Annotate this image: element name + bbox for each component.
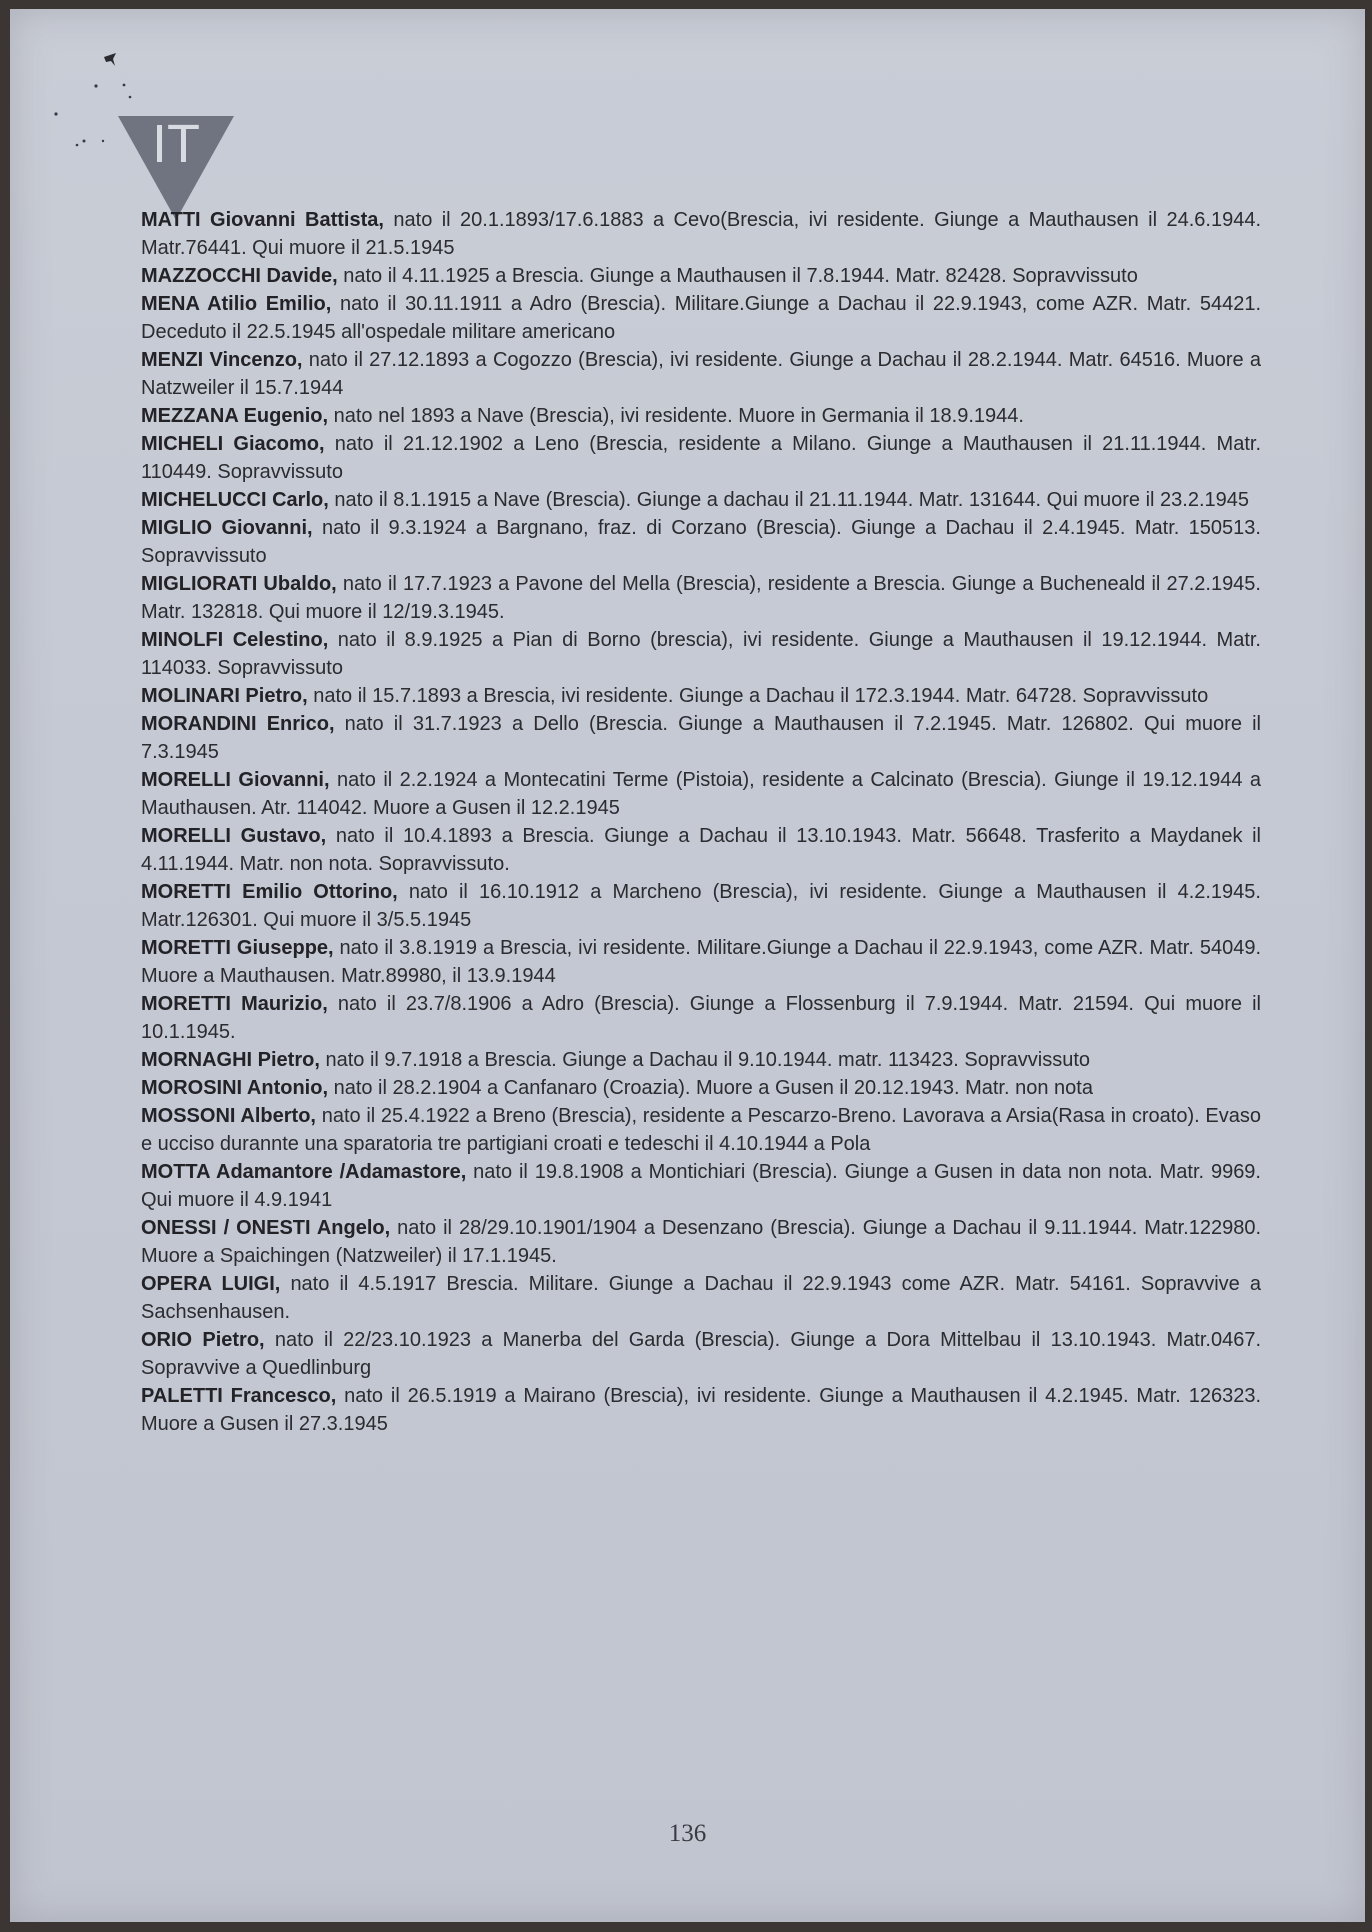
entry-name: ONESSI / ONESTI Angelo,: [141, 1217, 391, 1239]
entry-text: nato il 9.7.1918 a Brescia. Giunge a Dachau il 9.10.1944. matr. 113423. Sopravvissuto: [319, 1049, 1091, 1071]
entry-text: nato il 8.9.1925 a Pian di Borno (brescia), ivi residente. Giunge a Mauthausen il 19.12.1944. Matr. 114033. Sopravvissuto: [141, 629, 1261, 679]
entry-name: MOSSONI Alberto,: [141, 1105, 316, 1127]
list-item: [141, 514, 1261, 570]
entry-text: nato il 22/23.10.1923 a Manerba del Garda (Brescia). Giunge a Dora Mittelbau il 13.10.1943. Matr.0467. Sopravvive a Quedlinburg: [141, 1329, 1261, 1379]
entry-name: MOROSINI Antonio,: [141, 1077, 329, 1099]
entry-text: nato il 19.8.1908 a Montichiari (Brescia). Giunge a Gusen in data non nota. Matr. 9969. Qui muore il 4.9.1941: [141, 1161, 1261, 1211]
list-item: [141, 710, 1261, 766]
list-item: [141, 206, 1261, 262]
entry-text: nato il 2.2.1924 a Montecatini Terme (Pistoia), residente a Calcinato (Brescia). Giunge il 19.12.1944 a Mauthausen. Atr. 114042. Muore a Gusen il 12.2.1945: [141, 769, 1262, 819]
entry-text: nato il 4.5.1917 Brescia. Militare. Giunge a Dachau il 22.9.1943 come AZR. Matr. 54161. Sopravvive a Sachsenhausen.: [141, 1273, 1262, 1323]
entry-text: nato il 31.7.1923 a Dello (Brescia. Giunge a Mauthausen il 7.2.1945. Matr. 126802. Qui muore il 7.3.1945: [141, 713, 1261, 763]
entry-name: MORETTI Giuseppe,: [141, 937, 334, 959]
entry-name: MIGLIORATI Ubaldo,: [141, 573, 337, 595]
entry-name: OPERA LUIGI,: [141, 1273, 281, 1295]
list-item: [141, 682, 1261, 710]
entry-name: MOLINARI Pietro,: [141, 685, 308, 707]
entry-name: MICHELI Giacomo,: [141, 433, 325, 455]
entry-name: MORANDINI Enrico,: [141, 713, 335, 735]
entry-text: nato il 30.11.1911 a Adro (Brescia). Militare.Giunge a Dachau il 22.9.1943, come AZR. Matr. 54421. Deceduto il 22.5.1945 all'ospedale militare americano: [141, 293, 1261, 343]
list-item: [141, 822, 1261, 878]
entry-list: [141, 206, 1261, 1438]
entry-name: MINOLFI Celestino,: [141, 629, 329, 651]
entry-name: MENZI Vincenzo,: [141, 349, 303, 371]
list-item: [141, 990, 1261, 1046]
entry-text: nato il 16.10.1912 a Marcheno (Brescia), ivi residente. Giunge a Mauthausen il 4.2.1945. Matr.126301. Qui muore il 3/5.5.1945: [141, 881, 1261, 931]
entry-text: nato il 17.7.1923 a Pavone del Mella (Brescia), residente a Brescia. Giunge a Bucheneald il 27.2.1945. Matr. 132818. Qui muore il 12/19.3.1945.: [141, 573, 1261, 623]
list-item: [141, 262, 1261, 290]
list-item: [141, 1382, 1261, 1438]
entry-name: MAZZOCCHI Davide,: [141, 265, 338, 287]
list-item: [141, 626, 1261, 682]
list-item: [141, 402, 1261, 430]
entry-name: MORETTI Emilio Ottorino,: [141, 881, 398, 903]
entry-name: MOTTA Adamantore /Adamastore,: [141, 1161, 467, 1183]
entry-name: MORELLI Giovanni,: [141, 769, 330, 791]
list-item: [141, 290, 1261, 346]
entry-name: MORNAGHI Pietro,: [141, 1049, 320, 1071]
entry-text: nato il 20.1.1893/17.6.1883 a Cevo(Brescia, ivi residente. Giunge a Mauthausen il 24.6.1944. Matr.76441. Qui muore il 21.5.1945: [141, 209, 1261, 259]
list-item: [141, 1326, 1261, 1382]
entry-name: PALETTI Francesco,: [141, 1385, 337, 1407]
list-item: [141, 878, 1261, 934]
list-item: [141, 1158, 1261, 1214]
entry-text: nato il 27.12.1893 a Cogozzo (Brescia), ivi residente. Giunge a Dachau il 28.2.1944. Matr. 64516. Muore a Natzweiler il 15.7.1944: [141, 349, 1262, 399]
entry-text: nato il 4.11.1925 a Brescia. Giunge a Mauthausen il 7.8.1944. Matr. 82428. Sopravvissuto: [337, 265, 1138, 287]
entry-name: MEZZANA Eugenio,: [141, 405, 329, 427]
entry-text: nato il 10.4.1893 a Brescia. Giunge a Dachau il 13.10.1943. Matr. 56648. Trasferito a Maydanek il 4.11.1944. Matr. non nota. Sopravvissuto.: [141, 825, 1261, 875]
list-item: [141, 934, 1261, 990]
entry-text: nato il 25.4.1922 a Breno (Brescia), residente a Pescarzo-Breno. Lavorava a Arsia(Rasa in croato). Evaso e ucciso durannte una sparatoria tre partigiani croati e tedeschi il 4.10.1944 a Pola: [141, 1105, 1261, 1155]
list-item: [141, 766, 1261, 822]
list-item: [141, 1102, 1261, 1158]
entry-text: nato il 21.12.1902 a Leno (Brescia, residente a Milano. Giunge a Mauthausen il 21.11.1944. Matr. 110449. Sopravvissuto: [141, 433, 1261, 483]
entry-name: MORETTI Maurizio,: [141, 993, 328, 1015]
page-number: 136: [668, 1820, 707, 1847]
entry-name: MATTI Giovanni Battista,: [141, 209, 384, 231]
entry-text: nato nel 1893 a Nave (Brescia), ivi residente. Muore in Germania il 18.9.1944.: [328, 405, 1024, 427]
entry-text: nato il 8.1.1915 a Nave (Brescia). Giunge a dachau il 21.11.1944. Matr. 131644. Qui muore il 23.2.1945: [328, 489, 1250, 511]
entry-text: nato il 3.8.1919 a Brescia, ivi residente. Militare.Giunge a Dachau il 22.9.1943, come AZR. Matr. 54049. Muore a Mauthausen. Matr.89980, il 13.9.1944: [141, 937, 1261, 987]
list-item: [141, 1074, 1261, 1102]
entry-text: nato il 9.3.1924 a Bargnano, fraz. di Corzano (Brescia). Giunge a Dachau il 2.4.1945. Matr. 150513. Sopravvissuto: [141, 517, 1261, 567]
list-item: [141, 486, 1261, 514]
document-page: [10, 9, 1365, 1922]
list-item: [141, 570, 1261, 626]
list-item: [141, 1270, 1261, 1326]
list-item: [141, 430, 1261, 486]
entry-name: MORELLI Gustavo,: [141, 825, 327, 847]
list-item: [141, 1046, 1261, 1074]
badge-label: IT: [152, 114, 200, 174]
entry-name: ORIO Pietro,: [141, 1329, 265, 1351]
entry-text: nato il 28.2.1904 a Canfanaro (Croazia). Muore a Gusen il 20.12.1943. Matr. non nota: [328, 1077, 1093, 1099]
entry-text: nato il 28/29.10.1901/1904 a Desenzano (Brescia). Giunge a Dachau il 9.11.1944. Matr.122980. Muore a Spaichingen (Natzweiler) il 17.1.1945.: [141, 1217, 1262, 1267]
entry-name: MICHELUCCI Carlo,: [141, 489, 329, 511]
entry-text: nato il 26.5.1919 a Mairano (Brescia), ivi residente. Giunge a Mauthausen il 4.2.1945. Matr. 126323. Muore a Gusen il 27.3.1945: [141, 1385, 1261, 1435]
entry-text: nato il 23.7/8.1906 a Adro (Brescia). Giunge a Flossenburg il 7.9.1944. Matr. 21594. Qui muore il 10.1.1945.: [141, 993, 1261, 1043]
list-item: [141, 1214, 1261, 1270]
entry-name: MIGLIO Giovanni,: [141, 517, 313, 539]
entry-name: MENA Atilio Emilio,: [141, 293, 332, 315]
list-item: [141, 346, 1261, 402]
entry-text: nato il 15.7.1893 a Brescia, ivi residente. Giunge a Dachau il 172.3.1944. Matr. 64728. Sopravvissuto: [307, 685, 1209, 707]
